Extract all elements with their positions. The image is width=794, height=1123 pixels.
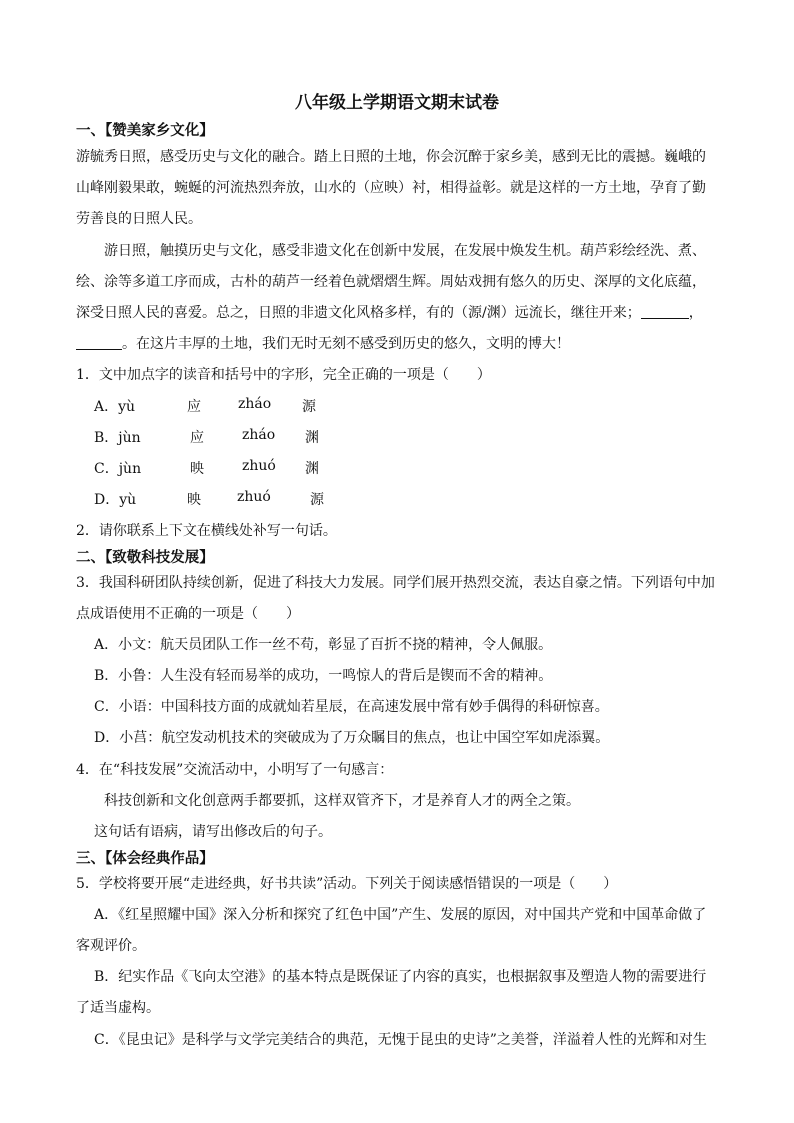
option-d: D．小莒：航空发动机技术的突破成为了万众瞩目的焦点，也让中国空军如虎添翼。 bbox=[94, 730, 610, 746]
section-heading: 二、【致敬科技发展】 bbox=[76, 550, 214, 566]
passage-line bbox=[76, 302, 748, 322]
option-a-cont: 客观评价。 bbox=[76, 938, 146, 954]
option-letter-pinyin: D．yù bbox=[94, 492, 137, 508]
passage-line: 游日照，触摸历史与文化，感受非遗文化在创新中发展，在发展中焕发生机。葫芦彩绘经洗、煮、 bbox=[104, 243, 706, 259]
question-4-prompt: 这句话有语病，请写出修改后的句子。 bbox=[94, 824, 332, 840]
passage-line: 绘、涂等多道工序而成，古朴的葫芦一经着色就熠熠生辉。周姑戏拥有悠久的历史、深厚的文化底蕴， bbox=[76, 274, 706, 290]
option-letter-pinyin: A．yù bbox=[94, 399, 136, 415]
question-3: 3．我国科研团队持续创新，促进了科技大力发展。同学们展开热烈交流，表达自豪之情。下列语句中加 bbox=[76, 575, 715, 591]
section-heading: 三、【体会经典作品】 bbox=[76, 851, 214, 867]
option-char: 渊 bbox=[305, 430, 319, 446]
question-3-cont: 点成语使用不正确的一项是（ ） bbox=[76, 606, 300, 622]
option-c: C．《昆虫记》是科学与文学完美结合的典范，无愧于昆虫的史诗”之美誉，洋溢着人性的光辉和对生 bbox=[94, 1032, 707, 1048]
passage-line: 山峰刚毅果敢，蜿蜒的河流热烈奔放，山水的（应映）衬，相得益彰。就是这样的一方土地，孕育了勤 bbox=[76, 180, 706, 196]
option-char: 映 bbox=[190, 461, 204, 477]
passage-line bbox=[76, 333, 748, 353]
option-a: A．《红星照耀中国》深入分析和探究了红色中国”产生、发展的原因，对中国共产党和中国革命做了 bbox=[94, 907, 707, 923]
option-char: 应 bbox=[187, 399, 201, 415]
question-4: 4．在“科技发展”交流活动中，小明写了一句感言： bbox=[76, 762, 394, 778]
question-4-sentence: 科技创新和文化创意两手都要抓，这样双管齐下，才是养育人才的两全之策。 bbox=[104, 793, 580, 809]
option-pinyin: zhuó bbox=[242, 458, 276, 474]
option-char: 源 bbox=[310, 492, 324, 508]
page-title: 八年级上学期语文期末试卷 bbox=[295, 93, 499, 113]
option-b-cont: 了适当虚构。 bbox=[76, 1000, 160, 1016]
fill-blank bbox=[641, 304, 689, 319]
option-letter-pinyin: B．jùn bbox=[94, 430, 141, 446]
option-char: 渊 bbox=[305, 461, 319, 477]
option-b: B．小鲁：人生没有轻而易举的成功，一鸣惊人的背后是锲而不舍的精神。 bbox=[94, 668, 553, 684]
option-char: 应 bbox=[190, 430, 204, 446]
option-char: 映 bbox=[187, 492, 201, 508]
section-heading: 一、【赞美家乡文化】 bbox=[76, 123, 214, 139]
option-letter-pinyin: C．jùn bbox=[94, 461, 142, 477]
option-char: 源 bbox=[302, 399, 316, 415]
passage-line: 劳善良的日照人民。 bbox=[76, 211, 202, 227]
option-a: A．小文：航天员团队工作一丝不苟，彰显了百折不挠的精神，令人佩服。 bbox=[94, 637, 553, 653]
passage-line: 游毓秀日照，感受历史与文化的融合。踏上日照的土地，你会沉醉于家乡美，感到无比的震撼。巍峨的 bbox=[76, 149, 706, 165]
question-5: 5．学校将要开展“走进经典，好书共读”活动。下列关于阅读感悟错误的一项是（ ） bbox=[76, 876, 618, 892]
fill-blank bbox=[76, 335, 122, 350]
option-pinyin: zhuó bbox=[237, 489, 271, 505]
passage-text: 。在这片丰厚的土地，我们无时无刻不感受到历史的悠久，文明的博大！ bbox=[122, 336, 570, 352]
option-pinyin: zháo bbox=[238, 396, 272, 412]
option-c: C．小语：中国科技方面的成就灿若星辰，在高速发展中常有妙手偶得的科研惊喜。 bbox=[94, 699, 609, 715]
passage-text: 深受日照人民的喜爱。总之，日照的非遗文化风格多样，有的（源/渊）远流长，继往开来； bbox=[76, 305, 641, 321]
question-2: 2．请你联系上下文在横线处补写一句话。 bbox=[76, 523, 337, 539]
option-pinyin: zháo bbox=[242, 427, 276, 443]
option-b: B．纪实作品《飞向太空港》的基本特点是既保证了内容的真实，也根据叙事及塑造人物的需要进行 bbox=[94, 969, 707, 985]
question-1: 1．文中加点字的读音和括号中的字形，完全正确的一项是（ ） bbox=[76, 367, 491, 383]
comma: ， bbox=[688, 305, 703, 321]
